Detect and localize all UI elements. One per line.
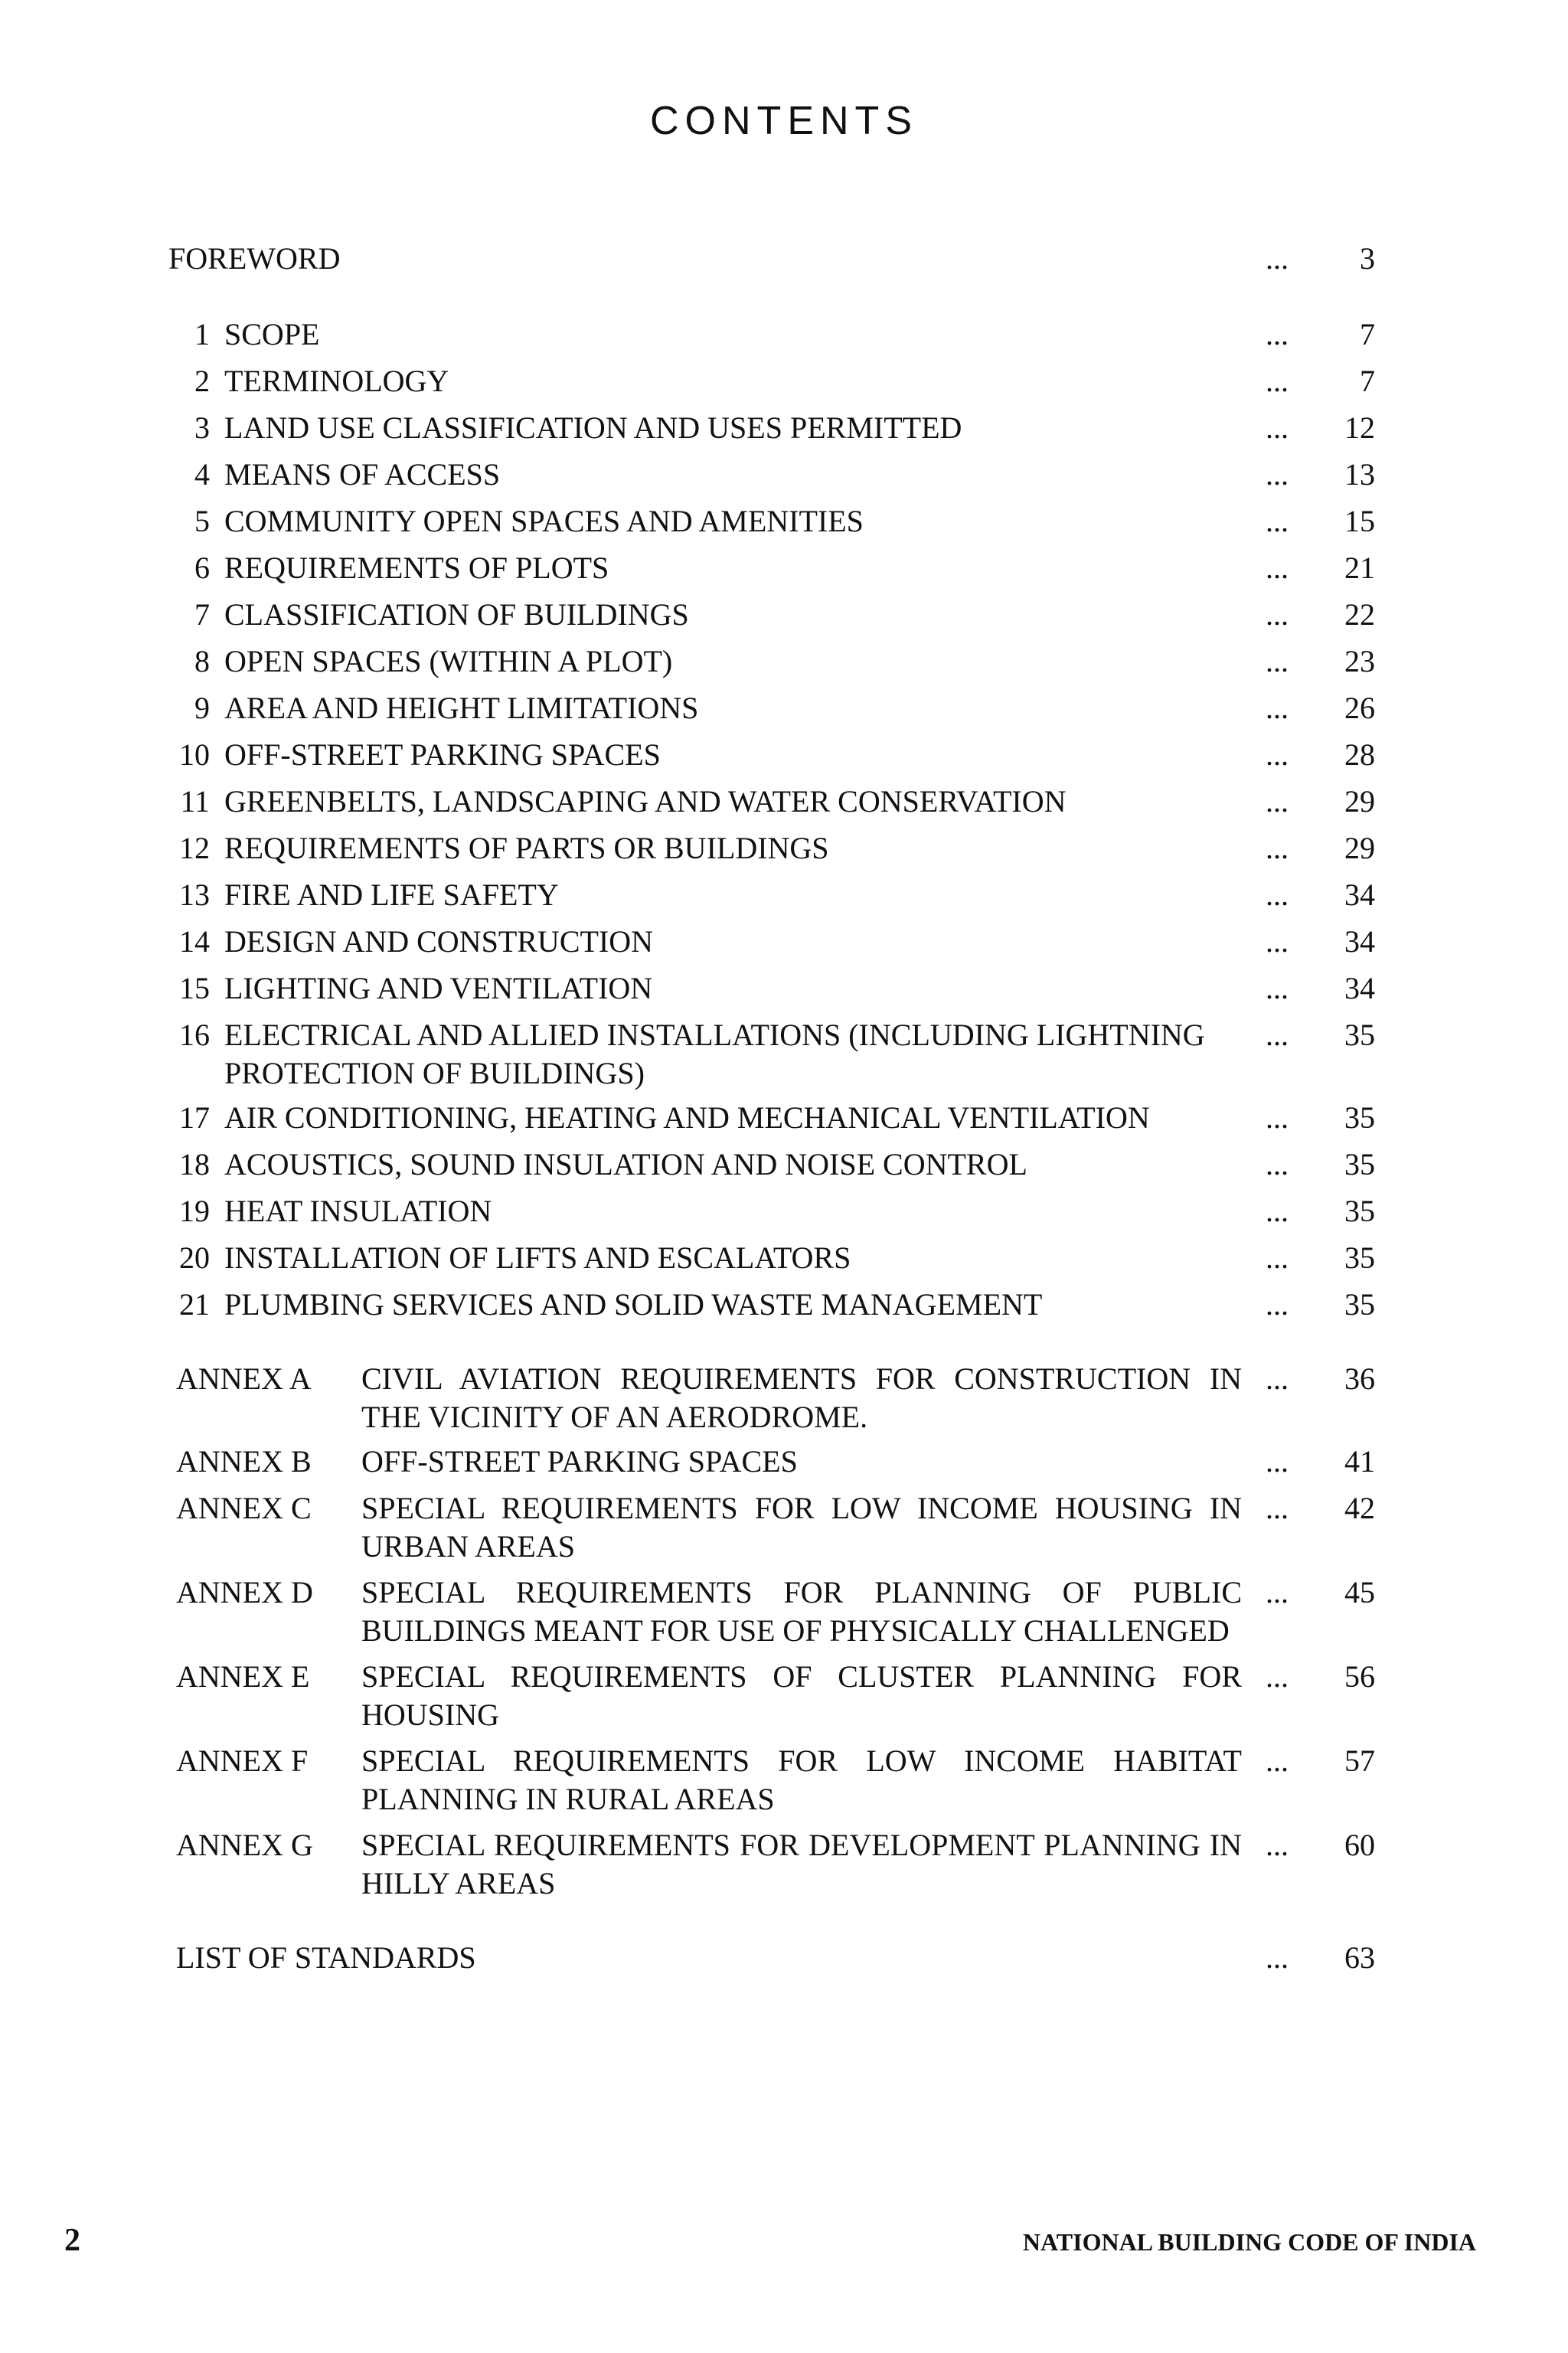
leader-dots: ...	[1266, 1018, 1289, 1052]
entry-title: MEANS OF ACCESS	[224, 457, 501, 492]
entry-title: TERMINOLOGY	[224, 364, 449, 398]
leader-dots: ...	[1266, 1940, 1289, 1975]
section-number: 13	[179, 877, 210, 912]
page-number: 29	[1344, 831, 1375, 865]
section-number: 18	[179, 1147, 210, 1181]
page-number: 35	[1344, 1240, 1375, 1275]
section-number: 2	[194, 364, 210, 398]
leader-dots: ...	[1266, 1361, 1289, 1396]
entry-title: SCOPE	[224, 317, 320, 351]
leader-dots: ...	[1266, 737, 1289, 772]
entry-title: OFF-STREET PARKING SPACES	[361, 1444, 798, 1479]
annex-label: ANNEX G	[176, 1828, 313, 1862]
page-number: 23	[1344, 644, 1375, 678]
entry-title: GREENBELTS, LANDSCAPING AND WATER CONSERVATION	[224, 784, 1067, 819]
entry-title: AREA AND HEIGHT LIMITATIONS	[224, 691, 699, 725]
leader-dots: ...	[1266, 241, 1289, 276]
page-number: 35	[1344, 1287, 1375, 1322]
page-number: 29	[1344, 784, 1375, 819]
page-number: 26	[1344, 691, 1375, 725]
section-number: 19	[179, 1194, 210, 1228]
page-number: 60	[1344, 1828, 1375, 1862]
leader-dots: ...	[1266, 691, 1289, 725]
section-number: 14	[179, 924, 210, 959]
entry-title: LIST OF STANDARDS	[176, 1940, 476, 1975]
entry-title: OFF-STREET PARKING SPACES	[224, 737, 661, 772]
leader-dots: ...	[1266, 1659, 1289, 1694]
entry-title: REQUIREMENTS OF PARTS OR BUILDINGS	[224, 831, 829, 865]
footer-page-number: 2	[64, 2223, 80, 2258]
entry-title: LAND USE CLASSIFICATION AND USES PERMITTED	[224, 410, 962, 445]
entry-title: PLUMBING SERVICES AND SOLID WASTE MANAGEMENT	[224, 1287, 1043, 1322]
leader-dots: ...	[1266, 1828, 1289, 1862]
section-number: 17	[179, 1100, 210, 1135]
leader-dots: ...	[1266, 457, 1289, 492]
leader-dots: ...	[1266, 1744, 1289, 1778]
page-title: CONTENTS	[650, 99, 918, 143]
section-number: 7	[194, 597, 210, 632]
section-number: 16	[179, 1018, 210, 1052]
entry-title: SPECIAL REQUIREMENTS OF CLUSTER PLANNING FOR HOUSING	[361, 1659, 1242, 1732]
page-number: 41	[1344, 1444, 1375, 1479]
section-number: 11	[180, 784, 210, 819]
page-number: 21	[1344, 551, 1375, 585]
section-number: 5	[194, 504, 210, 538]
annex-label: ANNEX E	[176, 1659, 310, 1694]
leader-dots: ...	[1266, 831, 1289, 865]
page-number: 12	[1344, 410, 1375, 445]
page-number: 7	[1360, 364, 1375, 398]
annex-label: ANNEX D	[176, 1575, 313, 1610]
leader-dots: ...	[1266, 1240, 1289, 1275]
page-number: 36	[1344, 1361, 1375, 1396]
page-number: 35	[1344, 1194, 1375, 1228]
leader-dots: ...	[1266, 1287, 1289, 1322]
entry-title: COMMUNITY OPEN SPACES AND AMENITIES	[224, 504, 864, 538]
entry-title: SPECIAL REQUIREMENTS FOR PLANNING OF PUBLIC BUILDINGS MEANT FOR USE OF PHYSICALLY CHALLENGED	[361, 1575, 1242, 1648]
page-number: 3	[1360, 241, 1375, 276]
leader-dots: ...	[1266, 784, 1289, 819]
section-number: 21	[179, 1287, 210, 1322]
section-number: 6	[194, 551, 210, 585]
entry-title: FIRE AND LIFE SAFETY	[224, 877, 559, 912]
entry-title: SPECIAL REQUIREMENTS FOR LOW INCOME HABITAT PLANNING IN RURAL AREAS	[361, 1744, 1242, 1816]
entry-title: CLASSIFICATION OF BUILDINGS	[224, 597, 689, 632]
leader-dots: ...	[1266, 1444, 1289, 1479]
section-number: 9	[194, 691, 210, 725]
annex-label: ANNEX B	[176, 1444, 312, 1479]
page-number: 56	[1344, 1659, 1375, 1694]
entry-title: ACOUSTICS, SOUND INSULATION AND NOISE CONTROL	[224, 1147, 1027, 1181]
section-number: 3	[194, 410, 210, 445]
section-number: 4	[194, 457, 210, 492]
section-number: 10	[179, 737, 210, 772]
leader-dots: ...	[1266, 551, 1289, 585]
leader-dots: ...	[1266, 317, 1289, 351]
leader-dots: ...	[1266, 1100, 1289, 1135]
entry-title: CIVIL AVIATION REQUIREMENTS FOR CONSTRUCTION IN THE VICINITY OF AN AERODROME.	[361, 1361, 1242, 1434]
annex-label: ANNEX C	[176, 1491, 312, 1525]
leader-dots: ...	[1266, 597, 1289, 632]
entry-title: HEAT INSULATION	[224, 1194, 492, 1228]
page-number: 63	[1344, 1940, 1375, 1975]
annex-label: ANNEX F	[176, 1744, 309, 1778]
page-number: 45	[1344, 1575, 1375, 1610]
leader-dots: ...	[1266, 1194, 1289, 1228]
leader-dots: ...	[1266, 1147, 1289, 1181]
leader-dots: ...	[1266, 924, 1289, 959]
section-number: 15	[179, 971, 210, 1005]
entry-title: ELECTRICAL AND ALLIED INSTALLATIONS (INCLUDING LIGHTNING PROTECTION OF BUILDINGS)	[224, 1018, 1205, 1090]
leader-dots: ...	[1266, 877, 1289, 912]
leader-dots: ...	[1266, 410, 1289, 445]
page-number: 34	[1344, 877, 1375, 912]
leader-dots: ...	[1266, 1491, 1289, 1525]
leader-dots: ...	[1266, 504, 1289, 538]
entry-title: INSTALLATION OF LIFTS AND ESCALATORS	[224, 1240, 851, 1275]
entry-title: LIGHTING AND VENTILATION	[224, 971, 653, 1005]
page-number: 35	[1344, 1100, 1375, 1135]
leader-dots: ...	[1266, 364, 1289, 398]
annex-label: ANNEX A	[176, 1361, 312, 1396]
page-number: 28	[1344, 737, 1375, 772]
page-number: 15	[1344, 504, 1375, 538]
page-number: 34	[1344, 924, 1375, 959]
page-number: 35	[1344, 1147, 1375, 1181]
leader-dots: ...	[1266, 644, 1289, 678]
page-number: 13	[1344, 457, 1375, 492]
entry-title: AIR CONDITIONING, HEATING AND MECHANICAL VENTILATION	[224, 1100, 1150, 1135]
entry-title: SPECIAL REQUIREMENTS FOR LOW INCOME HOUSING IN URBAN AREAS	[361, 1491, 1242, 1564]
footer-book-title: NATIONAL BUILDING CODE OF INDIA	[1022, 2228, 1476, 2256]
section-number: 8	[194, 644, 210, 678]
page-number: 42	[1344, 1491, 1375, 1525]
entry-title: DESIGN AND CONSTRUCTION	[224, 924, 654, 959]
page-number: 35	[1344, 1018, 1375, 1052]
entry-title: REQUIREMENTS OF PLOTS	[224, 551, 609, 585]
section-number: 12	[179, 831, 210, 865]
page-number: 57	[1344, 1744, 1375, 1778]
leader-dots: ...	[1266, 971, 1289, 1005]
page-number: 34	[1344, 971, 1375, 1005]
page-number: 7	[1360, 317, 1375, 351]
entry-title: FOREWORD	[168, 241, 341, 276]
entry-title: OPEN SPACES (WITHIN A PLOT)	[224, 644, 673, 678]
entry-title: SPECIAL REQUIREMENTS FOR DEVELOPMENT PLANNING IN HILLY AREAS	[361, 1828, 1242, 1900]
leader-dots: ...	[1266, 1575, 1289, 1610]
section-number: 1	[194, 317, 210, 351]
section-number: 20	[179, 1240, 210, 1275]
page-number: 22	[1344, 597, 1375, 632]
